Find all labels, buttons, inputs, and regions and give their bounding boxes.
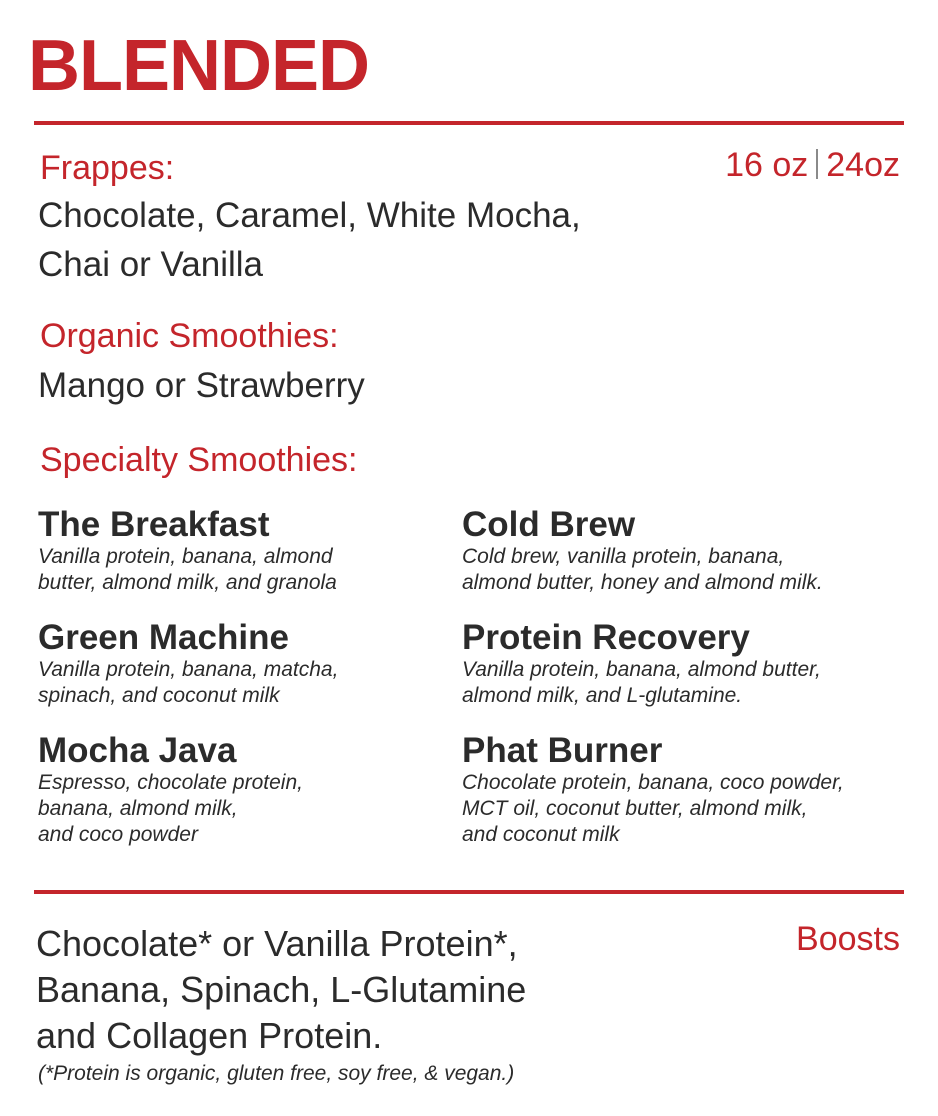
item-name: Mocha Java bbox=[38, 731, 237, 770]
organic-line-1: Mango or Strawberry bbox=[38, 366, 365, 405]
item-description: Vanilla protein, banana, matcha, spinach, and coconut milk bbox=[38, 658, 339, 707]
specialty-heading: Specialty Smoothies: bbox=[40, 441, 358, 479]
frappes-line-2: Chai or Vanilla bbox=[38, 245, 264, 284]
menu-item-green-machine bbox=[38, 620, 478, 709]
boosts-line-3: and Collagen Protein. bbox=[36, 1015, 383, 1056]
size-small: 16 oz bbox=[725, 146, 809, 184]
item-name: Cold Brew bbox=[462, 505, 636, 544]
boosts-label: Boosts bbox=[796, 920, 900, 958]
size-separator bbox=[816, 149, 818, 179]
item-description: Chocolate protein, banana, coco powder, MCT oil, coconut butter, almond milk, and coconut milk bbox=[462, 771, 844, 846]
item-description: Vanilla protein, banana, almond butter, almond milk, and granola bbox=[38, 545, 337, 594]
organic-heading: Organic Smoothies: bbox=[40, 317, 339, 355]
item-description: Espresso, chocolate protein, banana, almond milk, and coco powder bbox=[38, 771, 303, 846]
frappes-heading: Frappes: bbox=[40, 149, 175, 187]
item-description: Vanilla protein, banana, almond butter, almond milk, and L-glutamine. bbox=[462, 658, 821, 707]
item-name: Phat Burner bbox=[462, 731, 663, 770]
item-name: Green Machine bbox=[38, 618, 289, 657]
menu-item-mocha-java bbox=[38, 733, 478, 848]
top-divider bbox=[34, 121, 904, 125]
bottom-divider bbox=[34, 890, 904, 894]
menu-title: BLENDED bbox=[28, 26, 370, 106]
item-description: Cold brew, vanilla protein, banana, almond butter, honey and almond milk. bbox=[462, 545, 823, 594]
menu-item-the-breakfast bbox=[38, 507, 478, 596]
boosts-footnote: (*Protein is organic, gluten free, soy free, & vegan.) bbox=[38, 1062, 515, 1085]
boosts-line-2: Banana, Spinach, L-Glutamine bbox=[36, 969, 527, 1010]
boosts-line-1: Chocolate* or Vanilla Protein*, bbox=[36, 923, 518, 964]
size-options bbox=[725, 148, 900, 182]
item-name: Protein Recovery bbox=[462, 618, 750, 657]
item-name: The Breakfast bbox=[38, 505, 270, 544]
frappes-line-1: Chocolate, Caramel, White Mocha, bbox=[38, 196, 581, 235]
menu-item-cold-brew bbox=[462, 507, 902, 596]
menu-item-protein-recovery bbox=[462, 620, 902, 709]
menu-item-phat-burner bbox=[462, 733, 902, 848]
size-large: 24oz bbox=[826, 146, 900, 184]
